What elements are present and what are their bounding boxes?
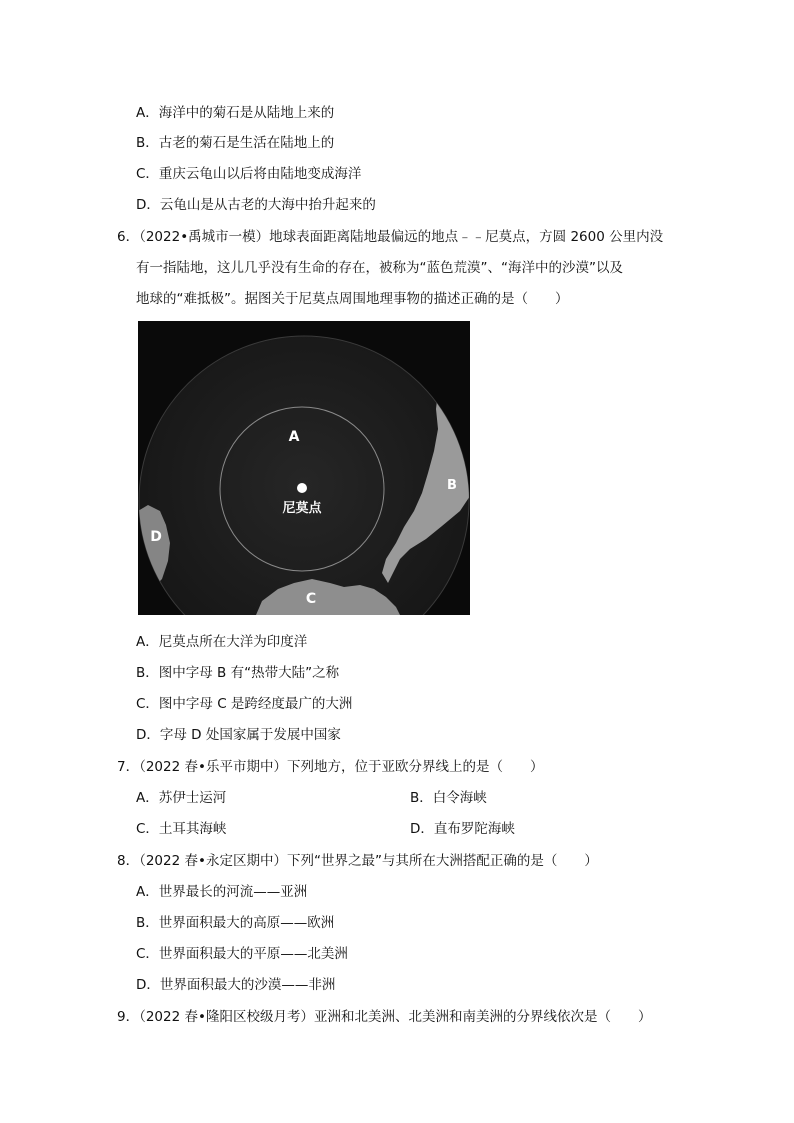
q6-stem-line-1: 6．（2022•禹城市一模）地球表面距离陆地最偏远的地点﹣﹣尼莫点，方圆 2600 公里内没 xyxy=(117,229,664,245)
q8-option-b: B．世界面积最大的高原——欧洲 xyxy=(136,915,335,931)
q7-stem: 7．（2022 春•乐平市期中）下列地方，位于亚欧分界线上的是（ ） xyxy=(117,759,544,775)
label-a: A xyxy=(288,429,300,445)
q8-option-c: C．世界面积最大的平原——北美洲 xyxy=(136,946,348,962)
q7-option-a: A．苏伊士运河 xyxy=(136,790,227,806)
q6-option-b: B．图中字母 B 有“热带大陆”之称 xyxy=(136,665,340,681)
q5-option-c: C．重庆云龟山以后将由陆地变成海洋 xyxy=(136,166,362,182)
point-nemo-map xyxy=(138,321,470,615)
point-nemo-label: 尼莫点 xyxy=(282,501,322,516)
point-nemo-dot xyxy=(297,483,307,493)
label-d: D xyxy=(150,529,162,545)
q5-option-b: B．古老的菊石是生活在陆地上的 xyxy=(136,135,335,151)
label-c: C xyxy=(305,591,317,607)
q8-stem: 8．（2022 春•永定区期中）下列“世界之最”与其所在大洲搭配正确的是（ ） xyxy=(117,853,598,869)
q6-option-a: A．尼莫点所在大洋为印度洋 xyxy=(136,634,308,650)
label-b: B xyxy=(447,478,457,493)
q7-option-d: D．直布罗陀海峡 xyxy=(410,821,515,837)
globe-map-svg xyxy=(138,321,470,615)
q6-stem-line-3: 地球的“难抵极”。据图关于尼莫点周围地理事物的描述正确的是（ ） xyxy=(136,291,569,307)
q8-option-a: A．世界最长的河流——亚洲 xyxy=(136,884,308,900)
q6-stem-line-2: 有一指陆地，这儿几乎没有生命的存在，被称为“蓝色荒漠”、“海洋中的沙漠”以及 xyxy=(136,260,623,276)
q5-option-d: D．云龟山是从古老的大海中抬升起来的 xyxy=(136,197,376,213)
q7-option-b: B．白令海峡 xyxy=(410,790,487,806)
q7-option-c: C．土耳其海峡 xyxy=(136,821,227,837)
q5-option-a: A．海洋中的菊石是从陆地上来的 xyxy=(136,105,335,121)
q9-stem: 9．（2022 春•隆阳区校级月考）亚洲和北美洲、北美洲和南美洲的分界线依次是（ ） xyxy=(117,1009,652,1025)
q6-option-d: D．字母 D 处国家属于发展中国家 xyxy=(136,727,341,743)
q8-option-d: D．世界面积最大的沙漠——非洲 xyxy=(136,977,336,993)
q6-option-c: C．图中字母 C 是跨经度最广的大洲 xyxy=(136,696,353,712)
